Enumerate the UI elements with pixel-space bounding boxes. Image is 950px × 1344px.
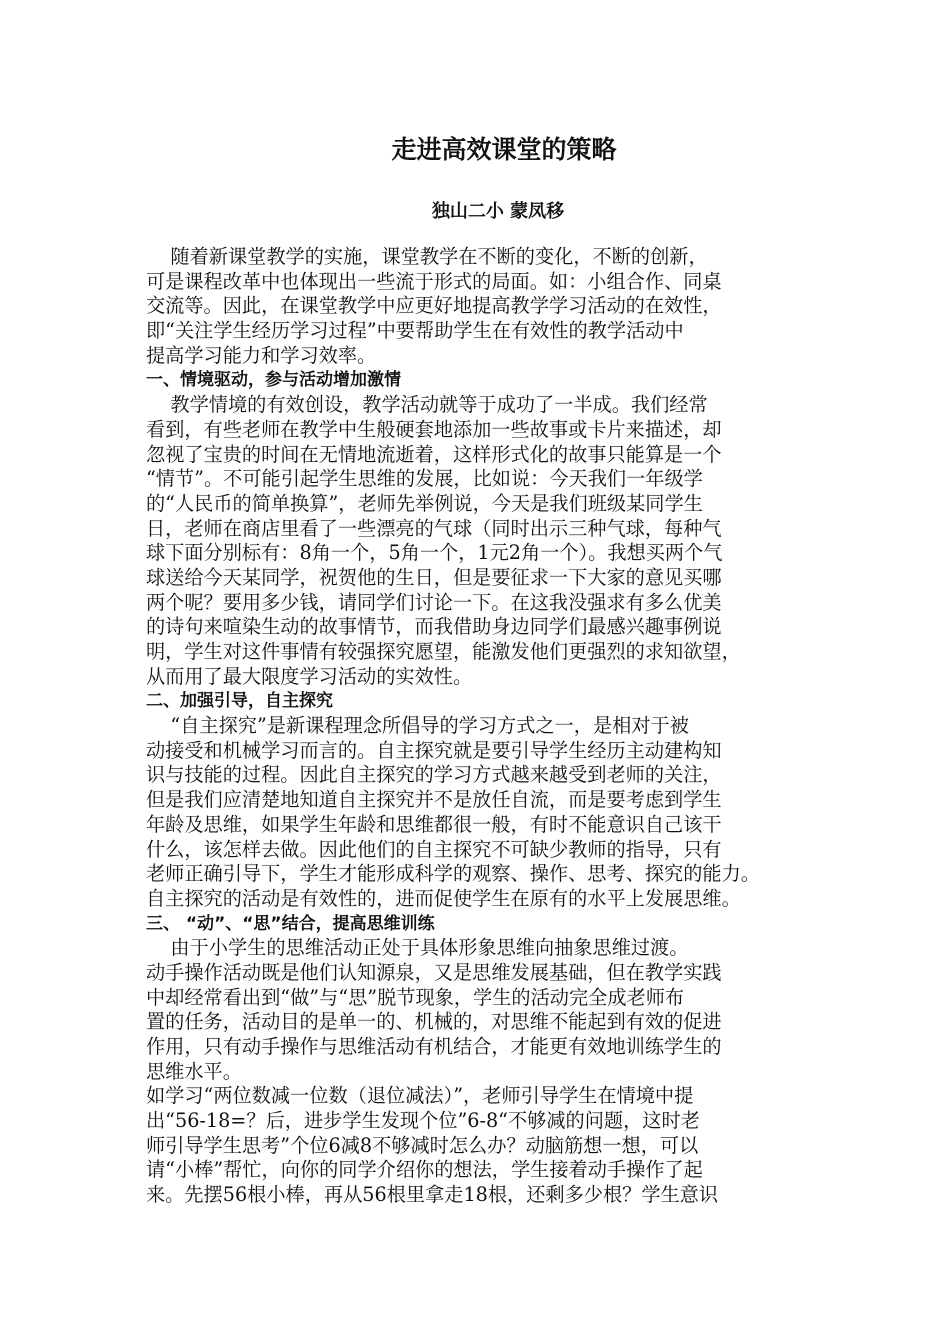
body-text-line: 出“56-18=？后，进步学生发现个位”6-8“不够减的问题，这时老 bbox=[146, 1109, 700, 1133]
body-text-line: 自主探究的活动是有效性的，进而促使学生在原有的水平上发展思维。 bbox=[146, 886, 741, 910]
body-text-line: 看到，有些老师在教学中生般硬套地添加一些故事或卡片来描述，却 bbox=[146, 417, 722, 441]
body-text-line: 师引导学生思考”个位6减8不够减时怎么办？动脑筋想一想，可以 bbox=[146, 1133, 699, 1157]
body-text-line: 中却经常看出到“做”与“思”脱节现象，学生的活动完全成老师布 bbox=[146, 985, 685, 1009]
body-text-line: 如学习“两位数减一位数（退位减法）”，老师引导学生在情境中提 bbox=[146, 1084, 694, 1108]
body-text-line: 可是课程改革中也体现出一些流于形式的局面。如：小组合作、同桌 bbox=[146, 269, 722, 293]
document-author: 独山二小 蒙凤移 bbox=[431, 201, 565, 222]
body-text-line: 提高学习能力和学习效率。 bbox=[146, 343, 377, 367]
body-text-line: 的诗句来喧染生动的故事情节，而我借助身边同学们最感兴趣事例说 bbox=[146, 615, 722, 639]
body-text-line: 即“关注学生经历学习过程”中要帮助学生在有效性的教学活动中 bbox=[146, 319, 684, 343]
body-text-line: 由于小学生的思维活动正处于具体形象思维向抽象思维过渡。 bbox=[146, 936, 689, 960]
body-text-line: 作用，只有动手操作与思维活动有机结合，才能更有效地训练学生的 bbox=[146, 1035, 722, 1058]
body-text-line: 老师正确引导下，学生才能形成科学的观察、操作、思考、探究的能力。 bbox=[146, 862, 760, 886]
body-text-line: 日，老师在商店里看了一些漂亮的气球（同时出示三种气球，每种气 bbox=[146, 516, 722, 540]
body-text-line: 请“小棒”帮忙，向你的同学介绍你的想法，学生接着动手操作了起 bbox=[146, 1158, 703, 1182]
body-text-line: 交流等。因此，在课堂教学中应更好地提高教学学习活动的在效性， bbox=[146, 294, 722, 318]
section-heading: 二、加强引导，自主探究 bbox=[146, 691, 333, 712]
body-text-line: 从而用了最大限度学习活动的实效性。 bbox=[146, 664, 473, 688]
body-text-line: 教学情境的有效创设，教学活动就等于成功了一半成。我们经常 bbox=[146, 393, 708, 417]
body-text-line: “自主探究”是新课程理念所倡导的学习方式之一，是相对于被 bbox=[146, 714, 689, 738]
body-text-line: 动接受和机械学习而言的。自主探究就是要引导学生经历主动建构知 bbox=[146, 738, 722, 762]
body-text-line: 思维水平。 bbox=[146, 1059, 242, 1083]
body-text-line: 置的任务，活动目的是单一的、机械的，对思维不能起到有效的促进 bbox=[146, 1010, 722, 1034]
body-text-line: 随着新课堂教学的实施，课堂教学在不断的变化，不断的创新， bbox=[146, 245, 708, 268]
body-text-line: “情节”。不可能引起学生思维的发展，比如说：今天我们一年级学 bbox=[146, 467, 703, 491]
body-text-line: 识与技能的过程。因此自主探究的学习方式越来越受到老师的关注， bbox=[146, 763, 722, 787]
section-heading: 一、情境驱动，参与活动增加激情 bbox=[146, 370, 401, 391]
section-heading: 三、 “动”、“思”结合，提高思维训练 bbox=[146, 913, 435, 934]
body-text-line: 但是我们应清楚地知道自主探究并不是放任自流，而是要考虑到学生 bbox=[146, 788, 722, 812]
body-text-line: 明，学生对这件事情有较强探究愿望，能激发他们更强烈的求知欲望， bbox=[146, 640, 741, 663]
body-text-line: 忽视了宝贵的时间在无情地流逝着，这样形式化的故事只能算是一个 bbox=[146, 442, 722, 466]
body-text-line: 动手操作活动既是他们认知源泉，又是思维发展基础，但在教学实践 bbox=[146, 960, 722, 984]
body-text-line: 球下面分别标有：8角一个，5角一个，1元2角一个）。我想买两个气 bbox=[146, 541, 723, 565]
document-body bbox=[146, 245, 826, 1208]
body-text-line: 年龄及思维，如果学生年龄和思维都很一般，有时不能意识自己该干 bbox=[146, 812, 722, 836]
body-text-line: 球送给今天某同学，祝贺他的生日，但是要征求一下大家的意见买哪 bbox=[146, 565, 722, 589]
body-text-line: 的“人民币的简单换算”，老师先举例说，今天是我们班级某同学生 bbox=[146, 491, 703, 515]
body-text-line: 两个呢？要用多少钱，请同学们讨论一下。在这我没强求有多么优美 bbox=[146, 590, 722, 614]
body-text-line: 什么，该怎样去做。因此他们的自主探究不可缺少教师的指导，只有 bbox=[146, 837, 722, 861]
document-title: 走进高效课堂的策略 bbox=[391, 135, 617, 164]
body-text-line: 来。先摆56根小棒，再从56根里拿走18根，还剩多少根？学生意识 bbox=[146, 1183, 719, 1207]
